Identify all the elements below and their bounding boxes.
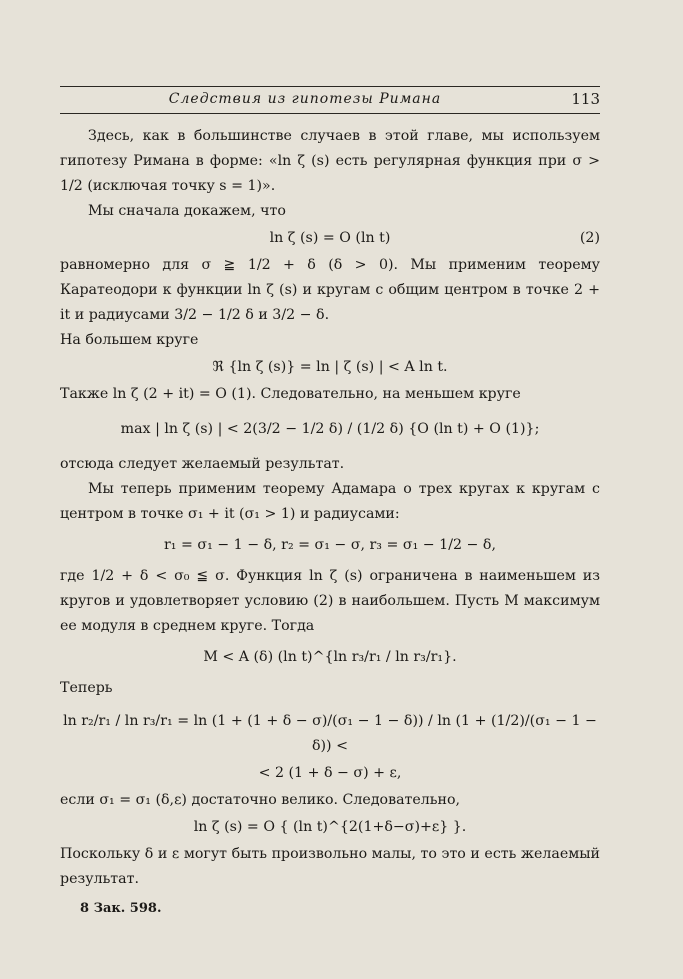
paragraph-6: отсюда следует желаемый результат. — [60, 456, 345, 472]
equation-max: max | ln ζ (s) | < 2(3/2 − 1/2 δ) / (1/2 δ) {O (ln t) + O (1)}; — [120, 421, 540, 437]
paragraph-2: Мы сначала докажем, что — [88, 203, 286, 219]
paragraph-5: Также ln ζ (2 + it) = O (1). Следовательно, на меньшем круге — [60, 386, 521, 402]
signature-mark: 8 Зак. 598. — [80, 901, 162, 916]
equation-radii: r₁ = σ₁ − 1 − δ, r₂ = σ₁ − σ, r₃ = σ₁ − 1/2 − δ, — [164, 537, 496, 553]
paragraph-8: где 1/2 + δ < σ₀ ≦ σ. Функция ln ζ (s) ограничена в наименьшем из кругов и удовлетворяет условию (2) в наибольшем. Пусть M максимум ее модуля в среднем круге. Тогда — [60, 568, 600, 634]
equation-final: ln ζ (s) = O { (ln t)^{2(1+δ−σ)+ε} }. — [193, 819, 467, 835]
paragraph-4: На большем круге — [60, 332, 199, 348]
equation-number: (2) — [579, 230, 600, 246]
paragraph-7: Мы теперь применим теорему Адамара о трех кругах к кругам с центром в точке σ₁ + it (σ₁ > 1) и радиусами: — [60, 481, 600, 522]
main-text — [60, 124, 600, 892]
paragraph-1: Здесь, как в большинстве случаев в этой главе, мы используем гипотезу Римана в форме: «ln ζ (s) есть регулярная функция при σ > 1/2 (исключая точку s = 1)». — [60, 128, 600, 194]
paragraph-11: Поскольку δ и ε могут быть произвольно малы, то это и есть желаемый результат. — [60, 846, 600, 887]
running-title: Следствия из гипотезы Римана — [168, 91, 442, 107]
equation-M: M < A (δ) (ln t)^{ln r₃/r₁ / ln r₃/r₁}. — [203, 649, 457, 665]
page-number: 113 — [571, 90, 600, 108]
equation-ln-ratio: ln r₂/r₁ / ln r₃/r₁ = ln (1 + (1 + δ − σ)/(σ₁ − 1 − δ)) / ln (1 + (1/2)/(σ₁ − 1 − δ)) < — [63, 713, 597, 754]
equation-2 — [60, 226, 600, 251]
paragraph-10: если σ₁ = σ₁ (δ,ε) достаточно велико. Следовательно, — [60, 792, 461, 808]
equation-2-body: ln ζ (s) = O (ln t) — [269, 230, 391, 246]
running-header — [60, 86, 600, 114]
equation-real-part: ℜ {ln ζ (s)} = ln | ζ (s) | < A ln t. — [212, 359, 448, 375]
equation-ln-bound: < 2 (1 + δ − σ) + ε, — [258, 765, 402, 781]
paragraph-9: Теперь — [60, 680, 113, 696]
paragraph-3: равномерно для σ ≧ 1/2 + δ (δ > 0). Мы применим теорему Каратеодори к функции ln ζ (s) и кругам с общим центром в точке 2 + it и радиусами 3/2 − 1/2 δ и 3/2 − δ. — [60, 257, 600, 323]
